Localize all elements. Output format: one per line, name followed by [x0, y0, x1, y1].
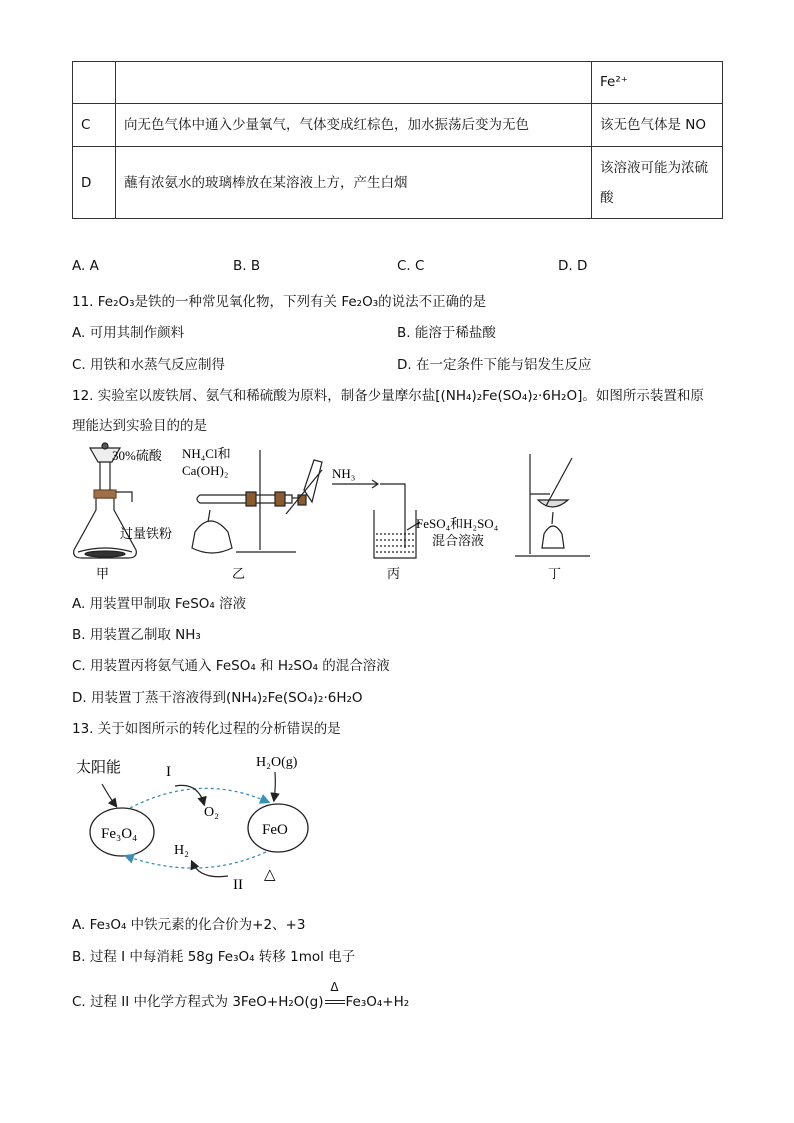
q10-option-a: A. A: [72, 258, 99, 274]
row-operation: 蘸有浓氨水的玻璃棒放在某溶液上方，产生白烟: [116, 147, 592, 219]
row-label: C: [73, 104, 116, 147]
h2o-arrow: [274, 772, 275, 800]
heat-condition: Δ: [330, 980, 339, 994]
row-operation: [116, 62, 592, 104]
q11-option-d: D. 在一定条件下能与铝发生反应: [397, 357, 592, 373]
table-row: [73, 147, 723, 219]
jia-iron-label: 过量铁粉: [120, 527, 173, 542]
q11-option-b: B. 能溶于稀盐酸: [397, 325, 496, 341]
q11-stem: 11. Fe₂O₃是铁的一种常见氧化物，下列有关 Fe₂O₃的说法不正确的是: [72, 294, 487, 310]
caption-jia: 甲: [96, 567, 110, 580]
q11-option-a: A. 可用其制作颜料: [72, 325, 185, 341]
apparatus-bing: [332, 480, 420, 558]
q12-stem-line2: 理能达到实验目的的是: [72, 418, 207, 434]
q13-option-c-left: C. 过程 II 中化学方程式为 3FeO+H₂O(g): [72, 994, 324, 1010]
process-1-arrow: [130, 788, 268, 808]
q13-option-c-right: Fe₃O₄+H₂: [345, 994, 410, 1010]
q13-stem: 13. 关于如图所示的转化过程的分析错误的是: [72, 721, 341, 737]
step-2-label: II: [233, 877, 243, 893]
q13-option-b: B. 过程 I 中每消耗 58g Fe₃O₄ 转移 1mol 电子: [72, 949, 356, 965]
heat-symbol: △: [264, 867, 276, 883]
bing-solution-line2: 混合溶液: [432, 534, 485, 549]
q12-option-d: D. 用装置丁蒸干溶液得到(NH₄)₂Fe(SO₄)₂·6H₂O: [72, 690, 363, 706]
caption-ding: 丁: [548, 567, 562, 580]
q10-table: [72, 61, 723, 219]
yi-reagent-line2: Ca(OH)₂: [182, 463, 229, 478]
h2-arrow: [192, 862, 228, 877]
q12-option-c: C. 用装置丙将氨气通入 FeSO₄ 和 H₂SO₄ 的混合溶液: [72, 658, 390, 674]
caption-bing: 丙: [387, 567, 401, 580]
h2-label: H₂: [174, 843, 189, 858]
bing-gas-label: NH₃: [332, 466, 356, 481]
yi-reagent-line1: NH₄Cl和: [182, 446, 231, 461]
row-conclusion: 该无色气体是 NO: [592, 104, 723, 147]
h2o-label: H₂O(g): [256, 755, 298, 770]
q10-option-b: B. B: [233, 258, 261, 274]
q10-option-c: C. C: [397, 258, 425, 274]
q12-option-b: B. 用装置乙制取 NH₃: [72, 627, 201, 643]
table-row: [73, 62, 723, 104]
q12-stem-line1: 12. 实验室以废铁屑、氨气和稀硫酸为原料，制备少量摩尔盐[(NH₄)₂Fe(SO₄)₂·6H₂O]。如图所示装置和原: [72, 388, 704, 404]
row-label: D: [73, 147, 116, 219]
q10-option-d: D. D: [558, 258, 588, 274]
row-conclusion: Fe²⁺: [592, 62, 723, 104]
fe3o4-label: Fe₃O₄: [101, 826, 138, 842]
q13-option-c: [72, 980, 410, 1010]
reaction-arrow: [324, 980, 346, 1010]
row-operation: 向无色气体中通入少量氧气，气体变成红棕色，加水振荡后变为无色: [116, 104, 592, 147]
table-row: [73, 104, 723, 147]
bing-solution-line1: FeSO₄和H₂SO₄: [416, 516, 499, 531]
q12-option-a: A. 用装置甲制取 FeSO₄ 溶液: [72, 596, 247, 612]
jia-acid-label: 30%硫酸: [112, 448, 162, 463]
apparatus-ding: [515, 454, 590, 556]
q12-apparatus-figure: [60, 440, 600, 580]
step-1-label: I: [166, 764, 171, 780]
row-label: [73, 62, 116, 104]
o2-label: O₂: [204, 805, 219, 820]
process-2-arrow: [126, 852, 266, 868]
solar-label: 太阳能: [76, 758, 122, 776]
q13-cycle-diagram: [70, 742, 330, 902]
caption-yi: 乙: [232, 567, 246, 580]
q11-option-c: C. 用铁和水蒸气反应制得: [72, 357, 226, 373]
row-conclusion: 该溶液可能为浓硫酸: [592, 147, 723, 219]
q13-option-a: A. Fe₃O₄ 中铁元素的化合价为+2、+3: [72, 917, 306, 933]
solar-arrow: [102, 784, 116, 806]
feo-label: FeO: [262, 822, 288, 838]
